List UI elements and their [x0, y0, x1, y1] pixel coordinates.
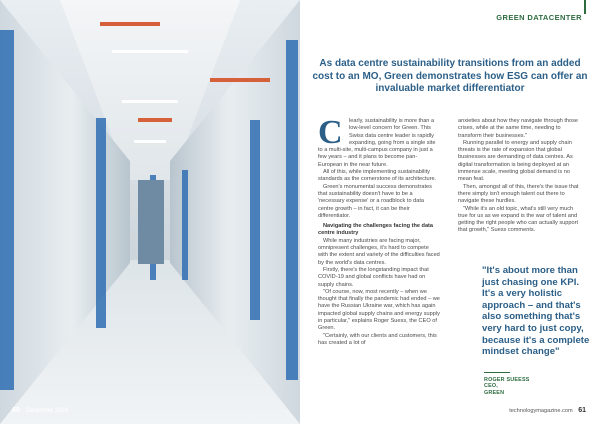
- ceiling-light: [122, 100, 178, 103]
- article-page: [300, 0, 600, 424]
- attribution-name: ROGER SUEESS: [484, 377, 530, 383]
- paragraph: Running parallel to energy and supply chain threats is the rate of expansion that global businesses are demanding of data centres. As digital transformation is being deployed at an immense scale, meeting global demand is no mean feat.: [458, 139, 573, 183]
- paragraph: Then, amongst all of this, there's the issue that there simply isn't enough talent out there to navigate these hurdles.: [458, 183, 579, 205]
- rack-light-strip: [250, 120, 260, 320]
- article-column-2: [458, 118, 580, 235]
- right-page-number: 61: [578, 407, 586, 414]
- article-column-1: [318, 114, 440, 347]
- cable-tray: [100, 22, 160, 26]
- ceiling-light: [134, 140, 166, 143]
- rack-light-strip: [96, 118, 106, 328]
- left-page-number: 60: [12, 407, 20, 414]
- pull-quote: "It's about more than just chasing one KPI. It's a very holistic approach – and that's also something that's very hard to just copy, because it's a complete mindset change": [482, 265, 590, 358]
- paragraph: "Of course, now, most recently – when we thought that finally the pandemic had ended – we have the Russian Ukraine war, which has again impacted global supply chains and energy supply in particular," explains Roger Suess, the CEO of Green.: [318, 288, 440, 332]
- attribution-company: GREEN: [484, 389, 505, 396]
- attribution-role: CEO,: [484, 383, 498, 390]
- section-marker: [584, 0, 586, 14]
- paragraph: Green's monumental success demonstrates that sustainability doesn't have to be a 'necessary expense' or a roadblock to data centre growth – in fact, it can be their differentiator.: [318, 183, 432, 219]
- paragraph: While many industries are facing major, omnipresent challenges, it's hard to compete with the extent and variety of the difficulties faced by the world's data centres.: [318, 237, 440, 266]
- ceiling-light: [112, 50, 188, 53]
- issue-date: December 2023: [25, 408, 69, 414]
- paragraph: "Certainly, with our clients and customers, this has created a lot of: [318, 332, 437, 346]
- cable-tray: [210, 78, 270, 82]
- quote-attribution: [484, 377, 530, 396]
- rack-light-strip: [182, 170, 188, 280]
- subheading: Navigating the challenges facing the data centre industry: [318, 223, 434, 237]
- left-folio: [12, 407, 68, 414]
- right-folio: [509, 407, 586, 414]
- paragraph: learly, sustainability is more than a low-level concern for Green. This Swiss data centre leader is rapidly expanding, going from a single site to a multi-site, multi-campus company in just a few years – and it plans to become pan-European in the near future.: [318, 118, 436, 168]
- paragraph: Firstly, there's the longstanding impact that COVID-19 and global conflicts have had on supply chains.: [318, 266, 429, 288]
- section-label: GREEN DATACENTER: [496, 13, 582, 22]
- article-headline: As data centre sustainability transitions from an added cost to an MO, Green demonstrates how ESG can offer an invaluable market differentiator: [312, 58, 588, 94]
- cable-tray: [138, 118, 172, 122]
- rack-light-strip: [0, 30, 14, 390]
- paragraph: All of this, while implementing sustainability standards as the cornerstone of its architecture.: [318, 169, 437, 183]
- paragraph: "While it's an old topic, what's still very much true for us as we expand is the war of talent and getting the right people who can actually support that growth," Suess comments.: [458, 205, 579, 234]
- quote-divider: [484, 372, 510, 373]
- drop-cap: C: [318, 114, 343, 151]
- corridor-end-door: [138, 180, 164, 264]
- site-url: technologymagazine.com: [509, 408, 573, 414]
- rack-light-strip: [286, 40, 298, 380]
- paragraph: anxieties about how they navigate through those crises, while at the same time, needing to transform their businesses.": [458, 118, 579, 139]
